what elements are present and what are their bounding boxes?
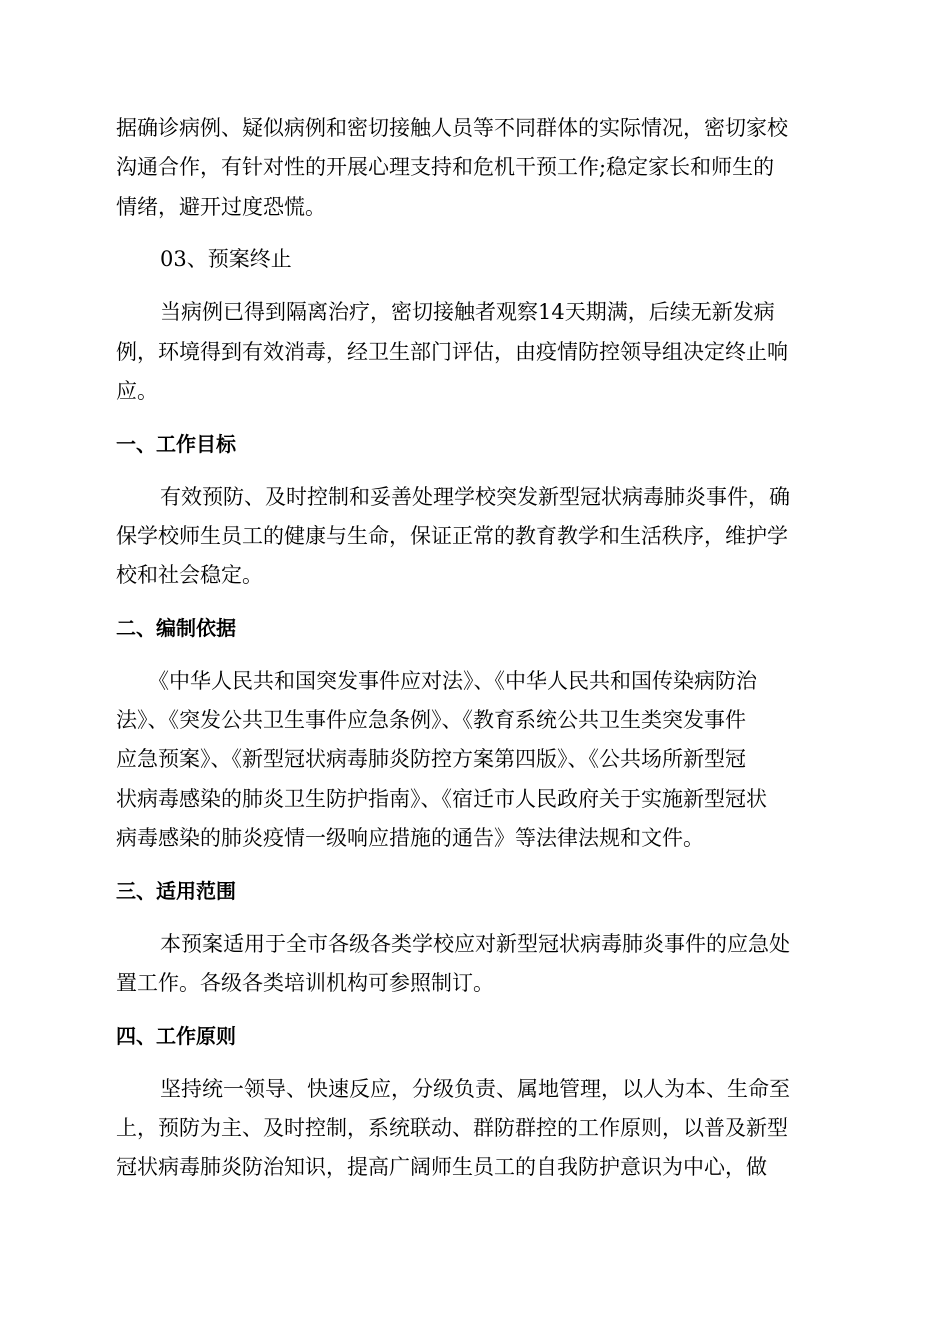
paragraph-line: 有效预防、及时控制和妥善处理学校突发新型冠状病毒肺炎事件，确	[160, 485, 790, 509]
section-heading: 四、工作原则	[116, 1024, 236, 1048]
paragraph-line: 情绪，避开过度恐慌。	[116, 195, 326, 219]
paragraph-line: 状病毒感染的肺炎卫生防护指南》、《宿迁市人民政府关于实施新型冠状	[116, 787, 767, 811]
paragraph-line: 校和社会稳定。	[116, 563, 263, 587]
paragraph-line: 沟通合作，有针对性的开展心理支持和危机干预工作;稳定家长和师生的	[116, 155, 775, 179]
paragraph-line: 保学校师生员工的健康与生命，保证正常的教育教学和生活秩序，维护学	[116, 524, 788, 548]
paragraph-line: 应。	[116, 379, 158, 403]
section-heading: 一、工作目标	[116, 432, 236, 456]
paragraph-line: 法》、《突发公共卫生事件应急条例》、《教育系统公共卫生类突发事件	[116, 708, 746, 732]
paragraph-line: 坚持统一领导、快速反应，分级负责、属地管理，以人为本、生命至	[160, 1077, 790, 1101]
section-heading: 二、编制依据	[116, 616, 236, 640]
paragraph-line: 例，环境得到有效消毒，经卫生部门评估，由疫情防控领导组决定终止响	[116, 340, 788, 364]
paragraph-line: 上，预防为主、及时控制，系统联动、群防群控的工作原则，以普及新型	[116, 1116, 788, 1140]
paragraph-line: 《中华人民共和国突发事件应对法》、《中华人民共和国传染病防治	[148, 669, 757, 693]
section-heading: 三、适用范围	[116, 879, 236, 903]
paragraph-line: 据确诊病例、疑似病例和密切接触人员等不同群体的实际情况，密切家校	[116, 116, 788, 140]
paragraph-line: 当病例已得到隔离治疗，密切接触者观察14天期满，后续无新发病	[160, 300, 775, 324]
paragraph-line: 本预案适用于全市各级各类学校应对新型冠状病毒肺炎事件的应急处	[160, 932, 790, 956]
paragraph-line: 应急预案》、《新型冠状病毒肺炎防控方案第四版》、《公共场所新型冠	[116, 747, 746, 771]
paragraph-line: 冠状病毒肺炎防治知识，提高广阔师生员工的自我防护意识为中心，做	[116, 1155, 767, 1179]
paragraph-line: 置工作。各级各类培训机构可参照制订。	[116, 971, 494, 995]
paragraph-line: 病毒感染的肺炎疫情一级响应措施的通告》等法律法规和文件。	[116, 826, 704, 850]
subsection-title: 03、预案终止	[160, 247, 292, 271]
